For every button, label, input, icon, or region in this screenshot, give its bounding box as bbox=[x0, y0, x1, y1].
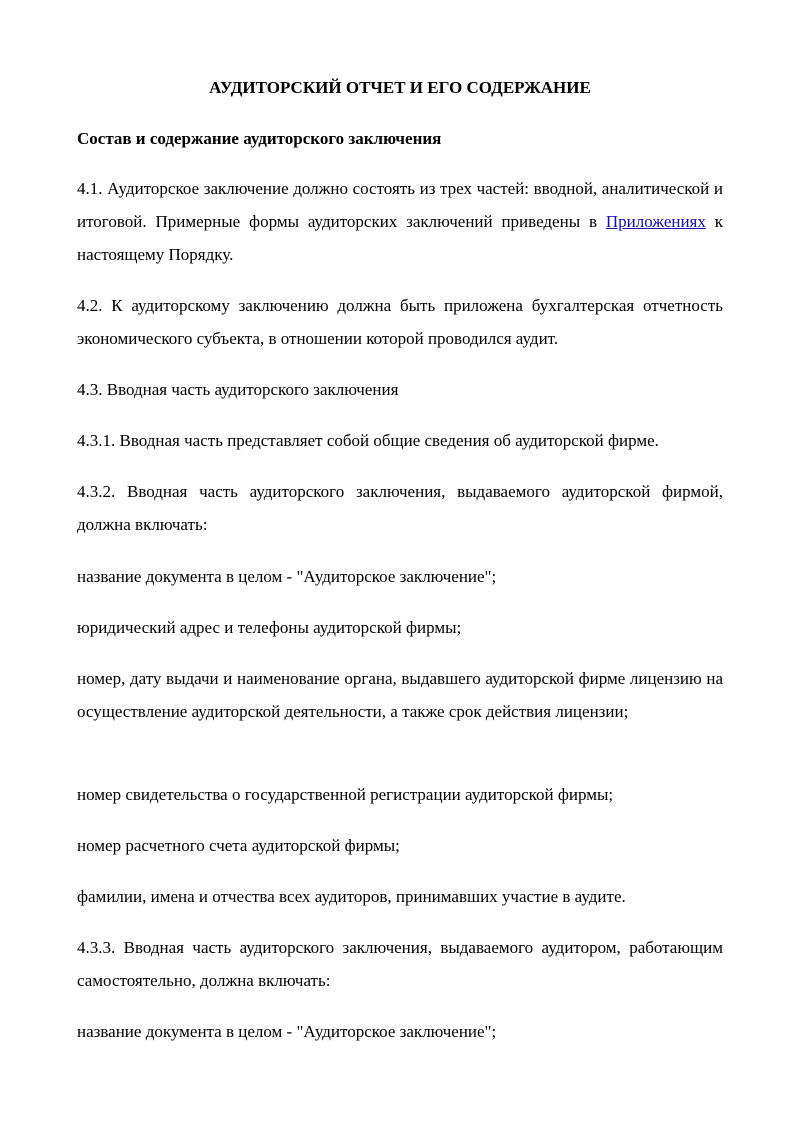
paragraph-4-3-1: 4.3.1. Вводная часть представляет собой общие сведения об аудиторской фирме. bbox=[77, 431, 659, 450]
appendices-link[interactable]: Приложениях bbox=[605, 212, 706, 231]
paragraph-4-1 bbox=[77, 172, 723, 271]
paragraph-4-1-text-after: к настоящему Порядку. bbox=[77, 212, 724, 264]
list-item-document-name: название документа в целом - "Аудиторское заключение"; bbox=[77, 567, 497, 586]
paragraph-4-3: 4.3. Вводная часть аудиторского заключения bbox=[77, 380, 399, 399]
list-item-document-name-2: название документа в целом - "Аудиторское заключение"; bbox=[77, 1022, 497, 1041]
paragraph-4-3-2: 4.3.2. Вводная часть аудиторского заключения, выдаваемого аудиторской фирмой, должна включать: bbox=[77, 482, 723, 534]
document-title: АУДИТОРСКИЙ ОТЧЕТ И ЕГО СОДЕРЖАНИЕ bbox=[209, 78, 591, 97]
paragraph-4-2: 4.2. К аудиторскому заключению должна быть приложена бухгалтерская отчетность экономического субъекта, в отношении которой проводился аудит. bbox=[77, 296, 723, 348]
list-item-bank-account: номер расчетного счета аудиторской фирмы; bbox=[77, 836, 400, 855]
list-item-license-info: номер, дату выдачи и наименование органа, выдавшего аудиторской фирме лицензию на осуществление аудиторской деятельности, а также срок действия лицензии; bbox=[77, 669, 723, 721]
paragraph-4-3-3: 4.3.3. Вводная часть аудиторского заключения, выдаваемого аудитором, работающим самостоятельно, должна включать: bbox=[77, 938, 723, 990]
paragraph-4-1-text-before: 4.1. Аудиторское заключение должно состоять из трех частей: вводной, аналитической и итоговой. Примерные формы аудиторских заключений приведены в bbox=[77, 179, 723, 231]
list-item-auditors-names: фамилии, имена и отчества всех аудиторов, принимавших участие в аудите. bbox=[77, 887, 626, 906]
list-item-legal-address: юридический адрес и телефоны аудиторской фирмы; bbox=[77, 618, 462, 637]
section-subtitle: Состав и содержание аудиторского заключения bbox=[77, 129, 442, 148]
list-item-registration-certificate: номер свидетельства о государственной регистрации аудиторской фирмы; bbox=[77, 785, 614, 804]
